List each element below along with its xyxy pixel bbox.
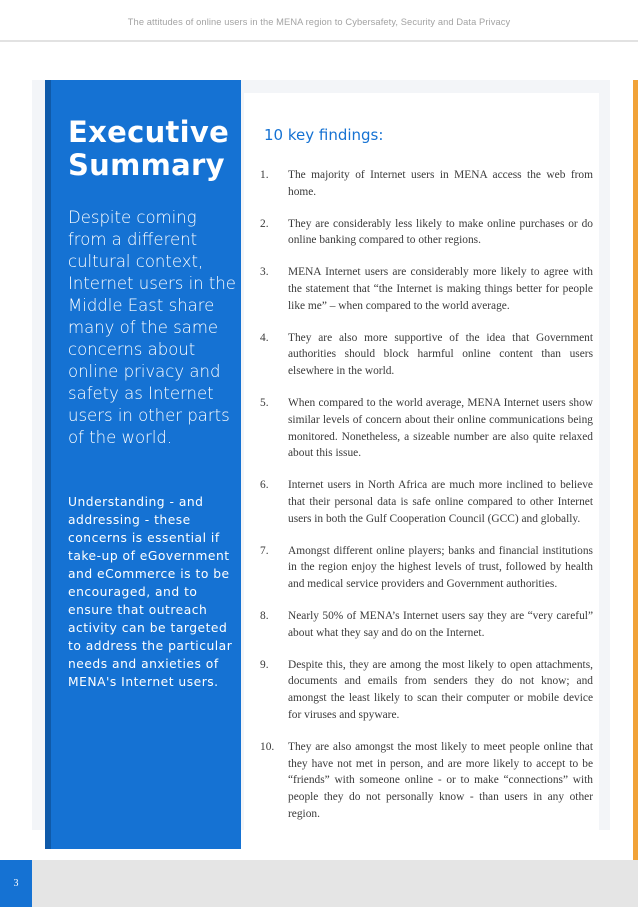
finding-text: The majority of Internet users in MENA access the web from home. (288, 169, 593, 198)
finding-text: Internet users in North Africa are much more inclined to believe that their personal data is safe online compared to other Internet users in both the Gulf Cooperation Council (GCC) and globally. (288, 479, 593, 525)
finding-item (260, 543, 593, 593)
finding-number: 1. (260, 169, 269, 181)
executive-summary-panel (45, 80, 241, 849)
findings-title: 10 key findings: (264, 126, 384, 144)
finding-number: 2. (260, 217, 269, 230)
finding-text: They are considerably less likely to make online purchases or do online banking compared to other regions. (288, 217, 593, 247)
executive-summary-subtext: Understanding - and addressing - these concerns is essential if take-up of eGovernment and eCommerce is to be encouraged, and to ensure that outreach activity can be targeted to address the particular needs and anxieties of MENA's Internet users. (68, 495, 233, 689)
finding-number: 4. (260, 331, 269, 344)
panel-accent-strip (45, 80, 51, 849)
finding-item (260, 167, 593, 201)
finding-number: 3. (260, 266, 269, 279)
finding-number: 5. (260, 396, 269, 409)
finding-item (260, 264, 593, 314)
finding-item (260, 739, 593, 823)
finding-number: 7. (260, 544, 269, 557)
finding-item (260, 395, 593, 462)
orange-accent-bar (633, 80, 638, 865)
page-header (0, 0, 638, 42)
finding-number: 8. (260, 609, 269, 622)
executive-summary-title: Executive Summary (68, 115, 230, 182)
finding-text: Nearly 50% of MENA’s Internet users say they are “very careful” about what they say and do on the Internet. (288, 609, 593, 639)
finding-number: 9. (260, 658, 269, 671)
finding-text: Amongst different online players; banks and financial institutions in the region enjoy the highest levels of trust, followed by health and medical service providers and Government authorities. (288, 544, 593, 591)
findings-card (244, 93, 599, 849)
findings-list (260, 167, 593, 838)
finding-text: They are also amongst the most likely to meet people online that they have not met in person, and are more likely to accept to be “friends” with someone online - or to make “connections” with people they do not personally know - than users in any other region. (288, 740, 593, 820)
finding-item (260, 608, 593, 642)
finding-text: MENA Internet users are considerably more likely to agree with the statement that “the Internet is making things better for people like me” – when compared to the world average. (288, 266, 593, 312)
finding-text: They are also more supportive of the idea that Government authorities should block harmful online content than users elsewhere in the world. (288, 331, 593, 378)
page-number: 3 (0, 860, 32, 907)
finding-item (260, 330, 593, 380)
finding-text: Despite this, they are among the most likely to open attachments, documents and emails from senders they do not know; and amongst the least likely to scan their computer or mobile device for viruses and spyware. (288, 658, 593, 721)
finding-item (260, 216, 593, 250)
header-title: The attitudes of online users in the MENA region to Cybersafety, Security and Data Privacy (127, 17, 511, 27)
finding-number: 10. (260, 740, 275, 753)
page-footer (0, 860, 638, 907)
finding-number: 6. (260, 479, 269, 492)
finding-item (260, 477, 593, 527)
finding-text: When compared to the world average, MENA Internet users show similar levels of concern about their online communications being monitored. Nonetheless, a sizeable number are also quite relaxed about this issue. (288, 396, 593, 460)
executive-summary-intro: Despite coming from a different cultural context, Internet users in the Middle East share many of the same concerns about online privacy and safety as Internet users in other parts of the world. (68, 208, 236, 447)
finding-item (260, 657, 593, 724)
